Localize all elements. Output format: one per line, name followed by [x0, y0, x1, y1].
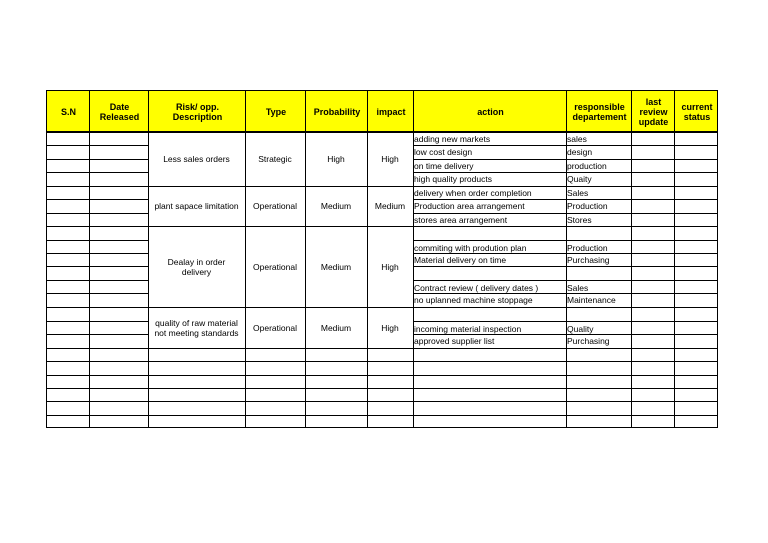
grid-line — [674, 375, 718, 376]
grid-line — [631, 266, 674, 267]
grid-line — [413, 280, 566, 281]
grid-line — [566, 266, 631, 267]
grid-line — [566, 253, 631, 254]
action-cell[interactable]: Production area arrangement — [414, 201, 525, 211]
impact-cell[interactable]: High — [381, 261, 399, 272]
action-cell[interactable]: commiting with prodution plan — [414, 243, 527, 253]
grid-line — [674, 321, 718, 322]
grid-line — [46, 186, 89, 187]
type-cell[interactable]: Strategic — [258, 154, 292, 164]
grid-line — [305, 348, 367, 349]
grid-line — [148, 90, 149, 428]
impact-cell[interactable]: High — [381, 154, 399, 164]
grid-line — [245, 388, 305, 389]
grid-line — [566, 226, 631, 227]
department-cell[interactable]: Sales — [567, 187, 589, 198]
grid-line — [367, 361, 413, 362]
grid-line — [566, 375, 631, 376]
grid-line — [46, 132, 89, 133]
grid-line — [46, 159, 89, 160]
grid-line — [631, 348, 674, 349]
grid-line — [367, 375, 413, 376]
grid-line — [413, 334, 566, 335]
department-cell[interactable]: Production — [567, 201, 608, 211]
grid-line — [674, 401, 718, 402]
grid-line — [367, 132, 413, 133]
grid-line — [674, 307, 718, 308]
grid-line — [89, 132, 148, 133]
grid-line — [245, 361, 305, 362]
action-cell[interactable]: low cost design — [414, 147, 473, 157]
department-cell[interactable]: Quality — [567, 324, 594, 334]
grid-line — [148, 186, 245, 187]
header-last-review-update[interactable]: last review update — [638, 97, 669, 127]
grid-line — [674, 172, 718, 173]
grid-line — [674, 132, 718, 133]
grid-line — [631, 307, 674, 308]
grid-line — [566, 213, 631, 214]
grid-line — [566, 293, 631, 294]
grid-line — [46, 401, 89, 402]
probability-cell[interactable]: Medium — [320, 322, 352, 333]
grid-line — [46, 172, 89, 173]
grid-line — [674, 213, 718, 214]
grid-line — [674, 226, 718, 227]
grid-line — [631, 159, 674, 160]
grid-line — [89, 388, 148, 389]
grid-line — [245, 401, 305, 402]
grid-line — [46, 145, 89, 146]
grid-line — [89, 90, 90, 428]
grid-line — [674, 90, 675, 428]
grid-line — [46, 266, 89, 267]
grid-line — [148, 375, 245, 376]
grid-line — [674, 159, 718, 160]
probability-cell[interactable]: Medium — [320, 261, 352, 272]
action-cell[interactable]: no uplanned machine stoppage — [414, 295, 533, 305]
grid-line — [566, 240, 631, 241]
grid-line — [89, 199, 148, 200]
grid-line — [367, 415, 413, 416]
grid-line — [674, 280, 718, 281]
department-cell[interactable]: Purchasing — [567, 336, 610, 346]
grid-line — [674, 361, 718, 362]
grid-line — [305, 132, 367, 133]
grid-line — [566, 145, 631, 146]
grid-line — [566, 280, 631, 281]
probability-cell[interactable]: Medium — [320, 201, 352, 211]
grid-line — [413, 307, 566, 308]
department-cell[interactable]: production — [567, 160, 607, 171]
grid-line — [566, 90, 567, 428]
grid-line — [305, 226, 367, 227]
grid-line — [89, 375, 148, 376]
department-cell[interactable]: design — [567, 147, 593, 157]
risk-register-table — [46, 90, 718, 428]
grid-line — [566, 186, 631, 187]
grid-line — [631, 361, 674, 362]
grid-line — [305, 388, 367, 389]
grid-line — [413, 145, 566, 146]
action-cell[interactable]: approved supplier list — [414, 336, 495, 346]
grid-line — [148, 361, 245, 362]
grid-line — [89, 145, 148, 146]
grid-line — [631, 240, 674, 241]
grid-line — [89, 213, 148, 214]
action-cell[interactable]: on time delivery — [414, 160, 474, 171]
grid-line — [305, 415, 367, 416]
type-cell[interactable]: Operational — [253, 261, 297, 272]
grid-line — [148, 348, 245, 349]
grid-line — [674, 415, 718, 416]
header-action[interactable]: action — [477, 107, 504, 117]
grid-line — [413, 240, 566, 241]
grid-line — [566, 401, 631, 402]
action-cell[interactable]: Material delivery on time — [414, 254, 507, 265]
grid-line — [631, 375, 674, 376]
grid-line — [413, 199, 566, 200]
grid-line — [413, 226, 566, 227]
grid-line — [46, 348, 89, 349]
grid-line — [46, 361, 89, 362]
grid-line — [413, 361, 566, 362]
header-row — [46, 90, 718, 132]
grid-line — [631, 415, 674, 416]
grid-line — [631, 401, 674, 402]
grid-line — [674, 145, 718, 146]
risk-description-cell[interactable]: Less sales orders — [163, 154, 230, 164]
grid-line — [566, 334, 631, 335]
grid-line — [367, 348, 413, 349]
grid-line — [89, 266, 148, 267]
grid-line — [631, 388, 674, 389]
grid-line — [413, 172, 566, 173]
impact-cell[interactable]: Medium — [374, 201, 406, 211]
grid-line — [566, 361, 631, 362]
grid-line — [89, 240, 148, 241]
grid-line — [674, 293, 718, 294]
action-cell[interactable]: delivery when order completion — [414, 187, 532, 198]
grid-line — [89, 307, 148, 308]
grid-line — [148, 226, 245, 227]
grid-line — [566, 348, 631, 349]
grid-line — [89, 280, 148, 281]
grid-line — [46, 415, 89, 416]
grid-line — [674, 186, 718, 187]
department-cell[interactable]: Maintenance — [567, 295, 616, 305]
header-date-released[interactable]: Date Released — [99, 102, 140, 122]
grid-line — [245, 90, 246, 428]
grid-line — [631, 321, 674, 322]
impact-cell[interactable]: High — [381, 322, 399, 333]
grid-line — [245, 348, 305, 349]
grid-line — [631, 145, 674, 146]
grid-line — [631, 132, 674, 133]
grid-line — [46, 334, 89, 335]
department-cell[interactable]: Production — [567, 243, 608, 253]
grid-line — [631, 90, 632, 428]
grid-line — [413, 159, 566, 160]
probability-cell[interactable]: High — [327, 154, 345, 164]
grid-line — [245, 132, 305, 133]
grid-line — [89, 401, 148, 402]
grid-line — [245, 415, 305, 416]
grid-line — [413, 321, 566, 322]
grid-line — [674, 334, 718, 335]
grid-line — [89, 348, 148, 349]
grid-line — [305, 401, 367, 402]
action-cell[interactable]: incoming material inspection — [414, 324, 522, 334]
grid-line — [631, 253, 674, 254]
header-type[interactable]: Type — [265, 107, 287, 117]
grid-line — [566, 132, 631, 133]
grid-line — [674, 199, 718, 200]
grid-line — [367, 226, 413, 227]
grid-line — [89, 293, 148, 294]
grid-line — [413, 253, 566, 254]
grid-line — [46, 280, 89, 281]
grid-line — [89, 415, 148, 416]
grid-line — [89, 334, 148, 335]
grid-line — [89, 321, 148, 322]
grid-line — [566, 321, 631, 322]
header-responsible-department[interactable]: responsible departement — [572, 102, 627, 122]
grid-line — [367, 388, 413, 389]
grid-line — [413, 132, 566, 133]
grid-line — [631, 172, 674, 173]
grid-line — [148, 132, 245, 133]
grid-line — [46, 388, 89, 389]
grid-line — [631, 280, 674, 281]
grid-line — [46, 213, 89, 214]
grid-line — [305, 375, 367, 376]
grid-line — [46, 199, 89, 200]
grid-line — [367, 401, 413, 402]
grid-line — [46, 293, 89, 294]
type-cell[interactable]: Operational — [253, 322, 297, 333]
grid-line — [245, 186, 305, 187]
grid-line — [631, 199, 674, 200]
grid-line — [674, 388, 718, 389]
grid-line — [305, 90, 306, 428]
grid-line — [305, 307, 367, 308]
grid-line — [566, 172, 631, 173]
grid-line — [413, 415, 566, 416]
grid-line — [305, 361, 367, 362]
department-cell[interactable]: Stores — [567, 214, 592, 225]
header-current-status[interactable]: current status — [681, 102, 713, 122]
grid-line — [46, 226, 89, 227]
department-cell[interactable]: sales — [567, 133, 587, 144]
grid-line — [367, 90, 368, 428]
grid-line — [413, 266, 566, 267]
grid-line — [566, 199, 631, 200]
grid-line — [245, 226, 305, 227]
grid-line — [631, 293, 674, 294]
grid-line — [566, 159, 631, 160]
grid-line — [89, 186, 148, 187]
risk-description-cell[interactable]: quality of raw material not meeting standards — [154, 317, 239, 338]
grid-line — [413, 348, 566, 349]
grid-line — [89, 159, 148, 160]
action-cell[interactable]: Contract review ( delivery dates ) — [414, 283, 539, 293]
grid-line — [631, 213, 674, 214]
grid-line — [245, 307, 305, 308]
grid-line — [566, 307, 631, 308]
action-cell[interactable]: high quality products — [414, 174, 492, 184]
grid-line — [46, 253, 89, 254]
grid-line — [46, 321, 89, 322]
grid-line — [89, 226, 148, 227]
grid-line — [413, 401, 566, 402]
grid-line — [674, 253, 718, 254]
header-sn[interactable]: S.N — [60, 107, 76, 117]
grid-line — [148, 307, 245, 308]
grid-line — [631, 186, 674, 187]
department-cell[interactable]: Sales — [567, 283, 589, 293]
grid-line — [413, 90, 414, 428]
grid-line — [413, 388, 566, 389]
action-cell[interactable]: adding new markets — [414, 133, 491, 144]
grid-line — [89, 361, 148, 362]
grid-line — [305, 186, 367, 187]
type-cell[interactable]: Operational — [253, 201, 297, 211]
grid-line — [566, 415, 631, 416]
grid-line — [674, 240, 718, 241]
grid-line — [148, 388, 245, 389]
grid-line — [413, 186, 566, 187]
header-risk-description[interactable]: Risk/ opp. Description — [172, 102, 223, 122]
grid-line — [413, 293, 566, 294]
grid-line — [631, 226, 674, 227]
grid-line — [367, 307, 413, 308]
grid-line — [566, 388, 631, 389]
risk-description-cell[interactable]: Dealay in order delivery — [167, 256, 226, 277]
grid-line — [413, 375, 566, 376]
grid-line — [46, 307, 89, 308]
grid-line — [245, 375, 305, 376]
grid-line — [89, 253, 148, 254]
grid-line — [631, 334, 674, 335]
grid-line — [148, 415, 245, 416]
action-cell[interactable]: stores area arrangement — [414, 214, 508, 225]
grid-line — [148, 401, 245, 402]
header-impact[interactable]: impact — [376, 107, 406, 117]
grid-line — [46, 240, 89, 241]
department-cell[interactable]: Quaity — [567, 174, 592, 184]
risk-description-cell[interactable]: plant sapace limitation — [154, 201, 239, 211]
grid-line — [413, 213, 566, 214]
grid-line — [674, 266, 718, 267]
grid-line — [46, 375, 89, 376]
header-probability[interactable]: Probability — [313, 107, 361, 117]
grid-line — [89, 172, 148, 173]
grid-line — [674, 348, 718, 349]
department-cell[interactable]: Purchasing — [567, 254, 610, 265]
grid-line — [367, 186, 413, 187]
